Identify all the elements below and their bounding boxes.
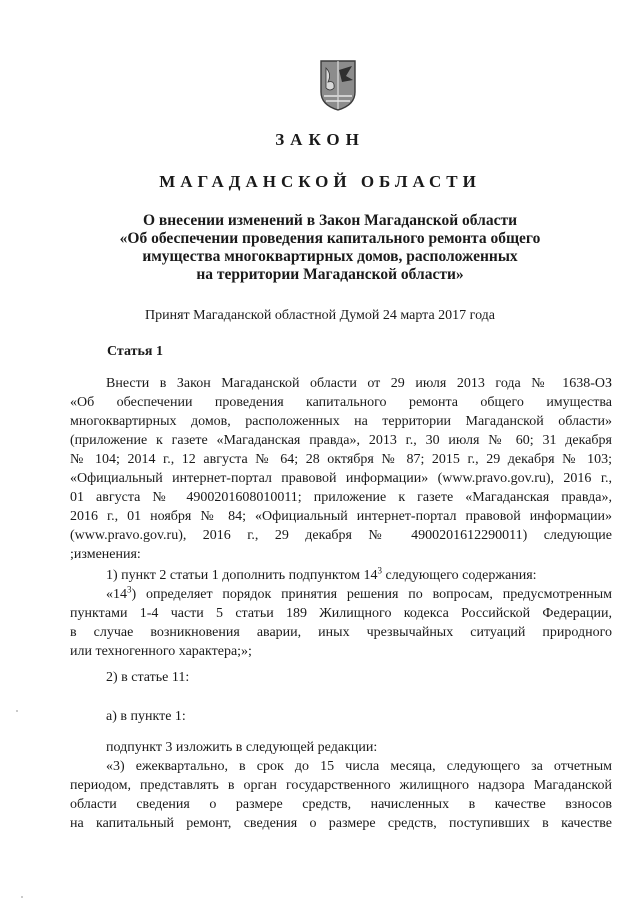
document-type-heading: ЗАКОН xyxy=(275,130,365,149)
text-line: «Официальный интернет-портал правовой информации» (www.pravo.gov.ru), 2016 г., xyxy=(70,471,612,486)
law-title-line: имущества многоквартирных домов, расположенных xyxy=(142,248,518,265)
scan-speck xyxy=(16,710,18,712)
quote-open: «14 xyxy=(106,587,127,602)
text-line: на капитальный ремонт, сведения о размере средств, поступивших в качестве xyxy=(70,816,612,831)
law-title-line: «Об обеспечении проведения капитального ремонта общего xyxy=(119,230,541,247)
regional-coat-of-arms-icon xyxy=(318,58,358,112)
quote-first-line xyxy=(70,585,612,604)
text-line: многоквартирных домов, расположенных на территории Магаданской области» xyxy=(70,414,612,429)
text-line: 2) в статье 11: xyxy=(106,670,190,685)
text-line: в случае возникновения аварии, иных чрезвычайных ситуаций природного xyxy=(70,625,612,640)
text-line: подпункт 3 изложить в следующей редакции: xyxy=(106,740,378,755)
item-1-text: 1) пункт 2 статьи 1 дополнить подпунктом 14 xyxy=(106,568,378,583)
article-heading: Статья 1 xyxy=(107,344,163,359)
text-line: «Об обеспечении проведения капитального ремонта общего имущества xyxy=(70,395,612,410)
text-line: (www.pravo.gov.ru), 2016 г., 29 декабря № 4900201612290011) следующие xyxy=(70,528,612,543)
superscript: 3 xyxy=(377,565,382,576)
text-line: а) в пункте 1: xyxy=(106,709,186,724)
text-line: (приложение к газете «Магаданская правда», 2013 г., 30 июля № 60; 31 декабря xyxy=(70,433,612,448)
text-line: Внести в Закон Магаданской области от 29 июля 2013 года № 1638-ОЗ xyxy=(106,376,612,391)
superscript: 3 xyxy=(127,584,132,595)
text-line: периодом, представлять в орган государственного жилищного надзора Магаданской xyxy=(70,778,612,793)
text-line: области сведения о размере средств, начисленных в качестве взносов xyxy=(70,797,612,812)
text-line: или техногенного характера;»; xyxy=(70,644,252,659)
intro-paragraph xyxy=(70,374,612,564)
law-title-line: О внесении изменений в Закон Магаданской области xyxy=(142,212,518,229)
text-line: пунктами 1-4 части 5 статьи 189 Жилищного кодекса Российской Федерации, xyxy=(70,606,612,621)
text-line: ;изменения: xyxy=(70,547,141,562)
region-heading: МАГАДАНСКОЙ ОБЛАСТИ xyxy=(159,172,481,191)
item-2a xyxy=(70,707,612,726)
new-wording xyxy=(70,738,612,833)
item-1 xyxy=(70,566,612,661)
item-2 xyxy=(70,668,612,687)
scan-speck xyxy=(21,896,23,898)
law-title xyxy=(60,212,600,284)
text-line: 2016 г., 01 ноября № 84; «Официальный интернет-портал правовой информации» xyxy=(70,509,612,524)
text-line: 01 августа № 4900201608010011; приложение к газете «Магаданская правда», xyxy=(70,490,612,505)
item-1-text-end: следующего содержания: xyxy=(381,568,537,583)
quote-text: ) определяет порядок принятия решения по вопросам, предусмотренным xyxy=(131,587,612,602)
text-line: № 104; 2014 г., 12 августа № 64; 28 октября № 87; 2015 г., 29 декабря № 103; xyxy=(70,452,612,467)
adoption-note: Принят Магаданской областной Думой 24 марта 2017 года xyxy=(144,308,496,323)
text-line: «3) ежеквартально, в срок до 15 числа месяца, следующего за отчетным xyxy=(106,759,612,774)
law-title-line: на территории Магаданской области» xyxy=(196,266,464,283)
item-1-line xyxy=(70,566,612,585)
